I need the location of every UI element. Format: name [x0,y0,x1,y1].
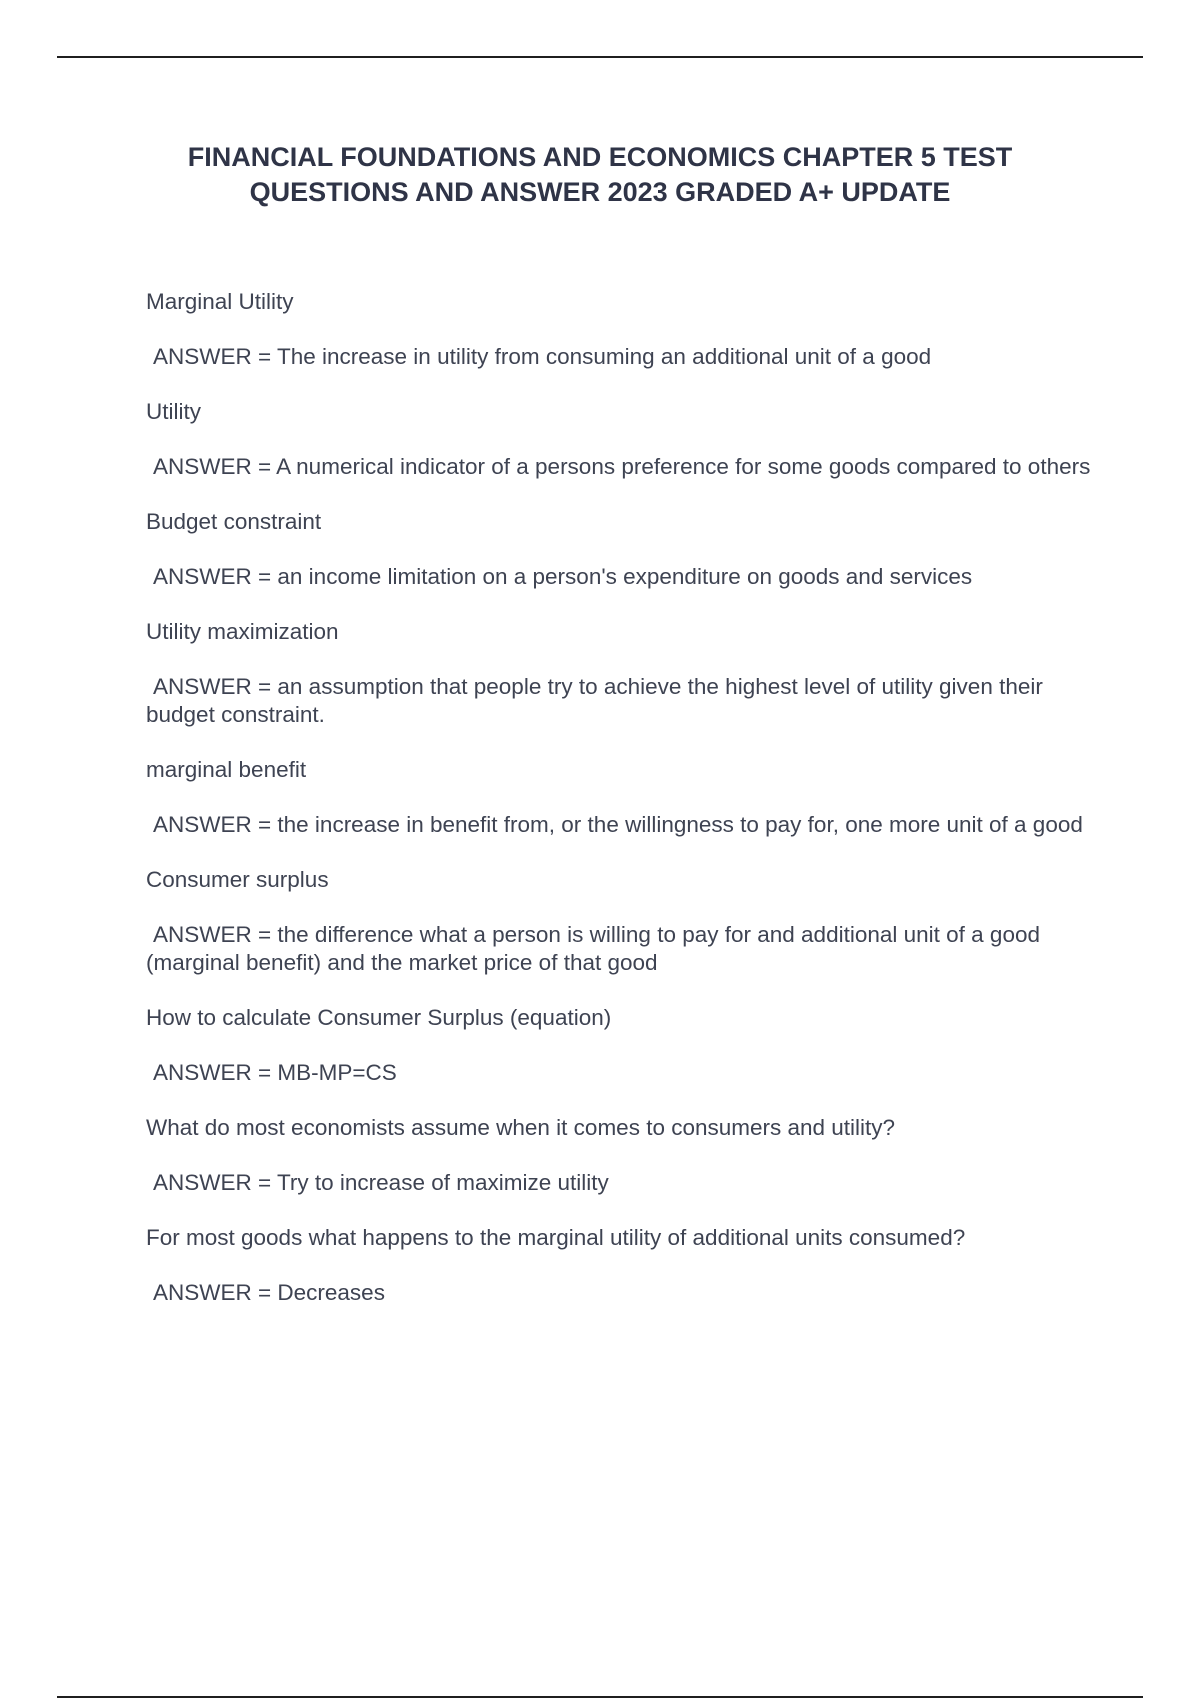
answer-text: ANSWER = Try to increase of maximize utility [153,1170,609,1195]
qa-item [146,398,1096,481]
question-text: For most goods what happens to the marginal utility of additional units consumed? [146,1225,966,1250]
answer-text: ANSWER = the difference what a person is willing to pay for and additional unit of a good (marginal benefit) and the market price of that good [146,922,1040,975]
answer-text: ANSWER = an income limitation on a person's expenditure on goods and services [153,564,973,589]
question-text: How to calculate Consumer Surplus (equation) [146,1005,612,1030]
question-text: Utility [146,399,201,424]
qa-item [146,866,1096,977]
answer-text: ANSWER = The increase in utility from consuming an additional unit of a good [153,344,932,369]
question-text: Consumer surplus [146,867,329,892]
answer-text: ANSWER = Decreases [153,1280,385,1305]
question-text: marginal benefit [146,757,307,782]
qa-item [146,618,1096,729]
answer-text: ANSWER = A numerical indicator of a persons preference for some goods compared to others [153,454,1091,479]
question-text: What do most economists assume when it comes to consumers and utility? [146,1115,896,1140]
answer-text: ANSWER = the increase in benefit from, or the willingness to pay for, one more unit of a good [153,812,1083,837]
question-text: Utility maximization [146,619,339,644]
qa-item [146,508,1096,591]
title-line-1: FINANCIAL FOUNDATIONS AND ECONOMICS CHAPTER 5 TEST [187,142,1013,172]
bottom-rule [57,1696,1143,1698]
qa-item [146,1114,1096,1197]
title-line-2: QUESTIONS AND ANSWER 2023 GRADED A+ UPDATE [249,177,951,207]
qa-item [146,756,1096,839]
question-text: Budget constraint [146,509,322,534]
qa-item [146,1004,1096,1087]
qa-item [146,288,1096,371]
qa-item [146,1224,1096,1307]
top-rule [57,56,1143,58]
question-text: Marginal Utility [146,289,294,314]
document-title [140,140,1060,210]
qa-list [146,288,1096,1334]
answer-text: ANSWER = MB-MP=CS [153,1060,397,1085]
answer-text: ANSWER = an assumption that people try to achieve the highest level of utility given their budget constraint. [146,674,1043,727]
